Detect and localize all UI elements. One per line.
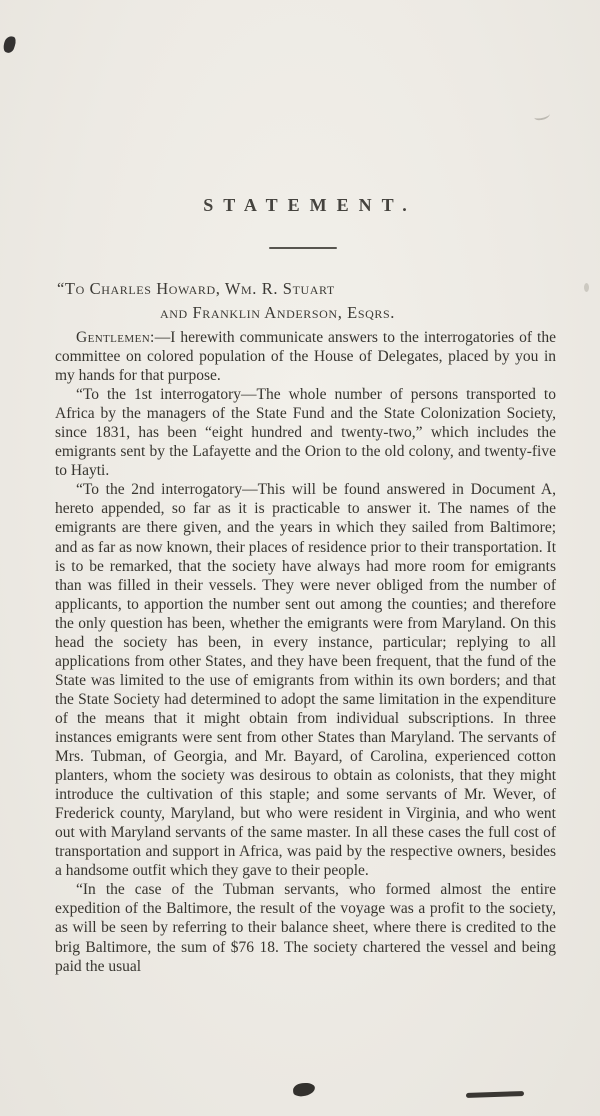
paragraph-1 xyxy=(55,328,556,385)
scan-artifact-top-right xyxy=(533,110,550,121)
paragraph-3: “To the 2nd interrogatory—This will be found answered in Document A, hereto appended, so far as it is practicable to answer it. The names of the emigrants are there given, and the years in which they sailed from Baltimore; and as far as now known, their places of residence prior to their transportation. It is to be remarked, that the society have always had more room for emigrants than was filled in their vessels. They were never obliged from the number of applicants, to apportion the number sent out among the counties; and therefore the only question has been, whether the emigrants were from Maryland. On this head the society has been, in every instance, particular; replying to all applications from other States, and they have been frequent, that the fund of the State was limited to the use of emigrants from within its own borders; and that the State Society had determined to adopt the same limitation in the expenditure of the means that it might obtain from individual subscriptions. In three instances emigrants were sent from other States than Maryland. The servants of Mrs. Tubman, of Georgia, and Mr. Bayard, of Carolina, experienced cotton planters, whom the society was desirous to obtain as colonists, that they might introduce the cultivation of this staple; and some servants of Mr. Wever, of Frederick county, Maryland, but who were resident in Virginia, and who went out with Maryland servants of the same master. In all these cases the full cost of transportation and support in Africa, was paid by the respective owners, besides a handsome outfit which they gave to their people. xyxy=(55,481,557,880)
paragraph-2: “To the 1st interrogatory—The whole number of persons transported to Africa by the managers of the State Fund and the State Colonization Society, since 1831, has been “eight hundred and twenty-two,” which includes the emigrants sent by the Lafayette and the Orion to the old colony, and twenty-five to Hayti. xyxy=(55,386,556,480)
scan-artifact-top-left xyxy=(2,35,18,55)
salutation-block xyxy=(57,279,556,323)
salutation-line-2: and Franklin Anderson, Esqrs. xyxy=(160,303,395,322)
salutation-line-1: “To Charles Howard, Wm. R. Stuart xyxy=(57,279,335,298)
scan-artifact-right-edge xyxy=(584,283,589,292)
paragraph-4: “In the case of the Tubman servants, who formed almost the entire expedition of the Baltimore, the result of the voyage was a profit to the society, as will be seen by referring to their balance sheet, where there is credited to the brig Baltimore, the sum of $76 18. The society chartered the vessel and being paid the usual xyxy=(55,881,556,975)
document-body xyxy=(55,328,556,976)
paragraph-1-lead: Gentlemen: xyxy=(76,329,155,346)
page-title: STATEMENT. xyxy=(203,195,417,215)
title-divider xyxy=(269,247,337,249)
paragraph-1-text: —I herewith communicate answers to the interrogatories of the committee on colored population of the House of Delegates, placed by you in my hands for that purpose. xyxy=(55,329,556,385)
scan-artifact-bottom xyxy=(292,1082,315,1097)
scan-artifact-bottom-right xyxy=(466,1091,524,1098)
